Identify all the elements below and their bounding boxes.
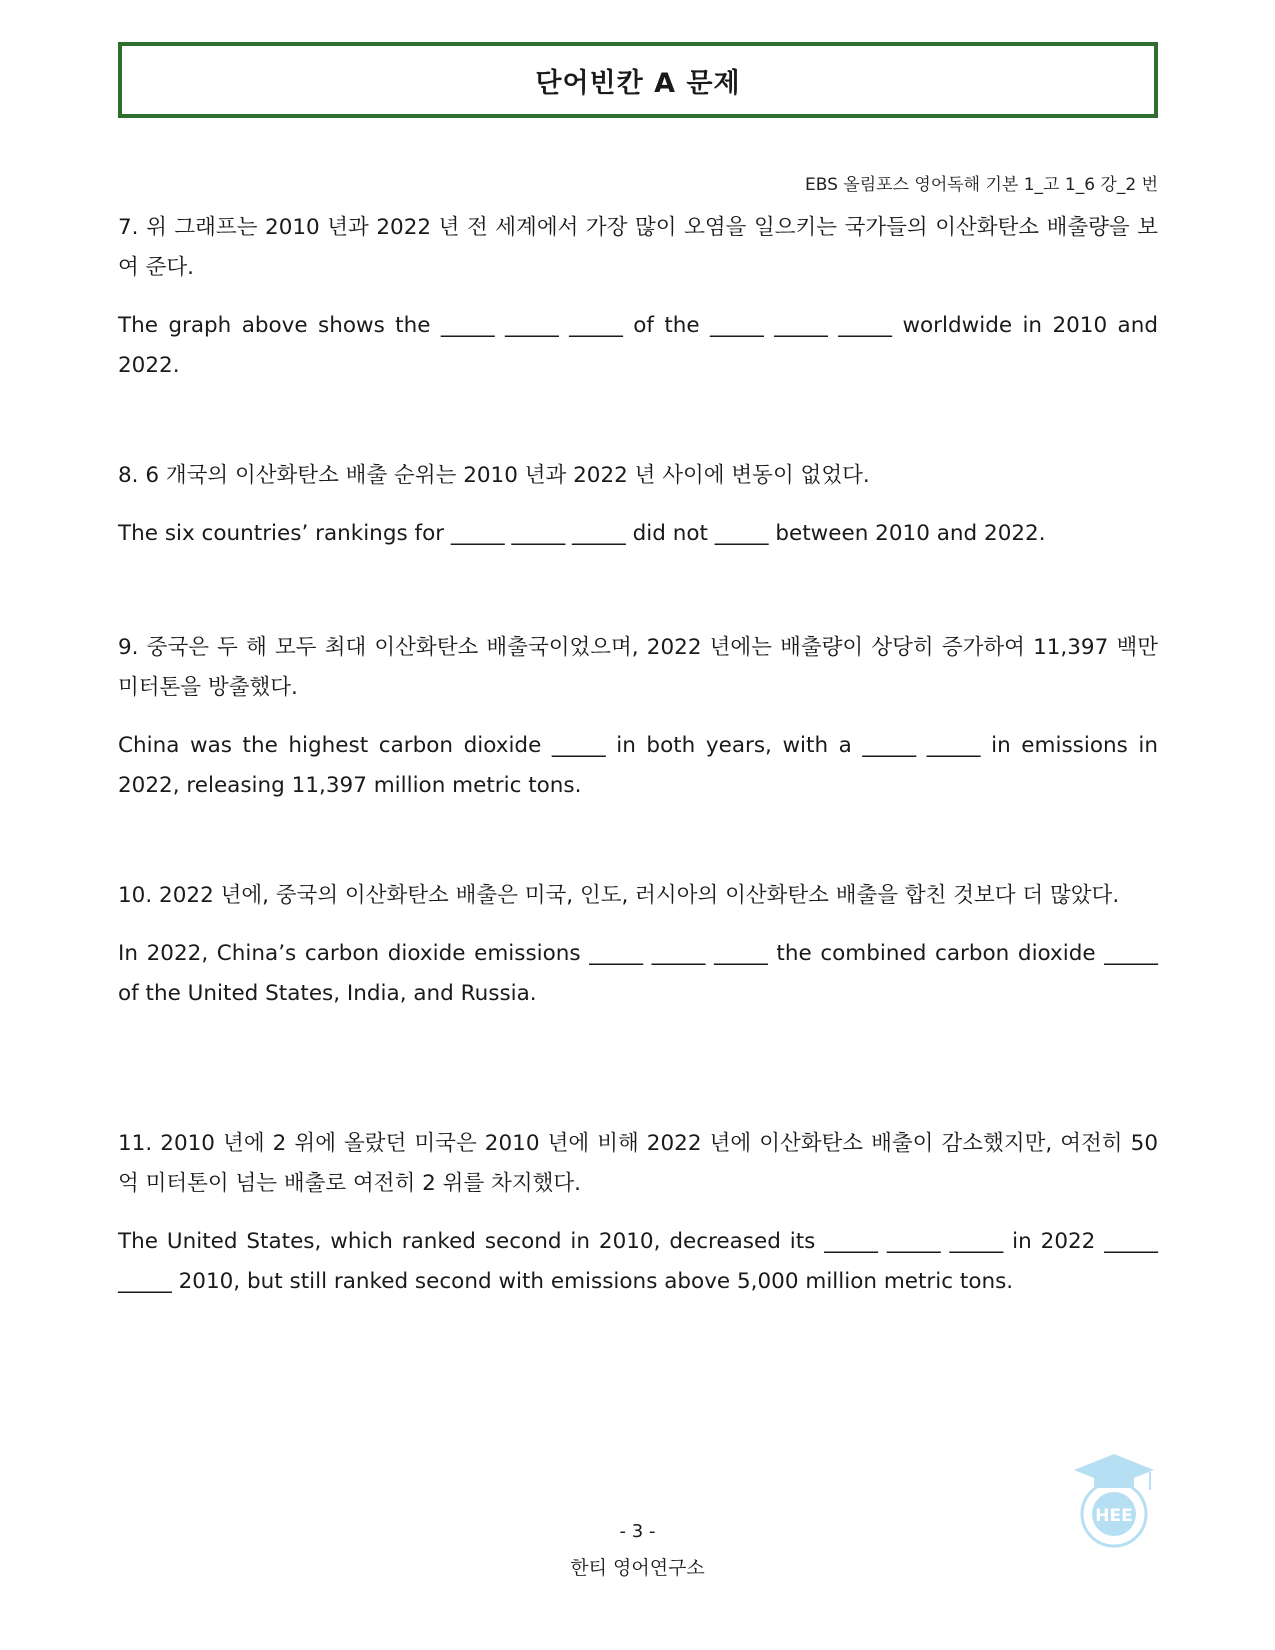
question-english: In 2022, China’s carbon dioxide emissions _____ _____ _____ the combined carbon dioxide _____ of the United States, India, and Russia. <box>118 941 1158 1006</box>
page-title: 단어빈칸 A 문제 <box>535 67 741 99</box>
source-label: EBS 올림포스 영어독해 기본 1_고 1_6 강_2 번 <box>805 175 1158 195</box>
question-9 <box>118 628 1158 806</box>
question-11 <box>118 1124 1158 1302</box>
question-korean: 11. 2010 년에 2 위에 올랐던 미국은 2010 년에 비해 2022 년에 이산화탄소 배출이 감소했지만, 여전히 50 억 미터톤이 넘는 배출로 여전히 2 위를 차지했다. <box>118 1131 1158 1196</box>
title-box <box>118 42 1158 118</box>
question-8 <box>118 456 1158 554</box>
logo-text: HEE <box>1095 1506 1133 1526</box>
question-korean: 9. 중국은 두 해 모두 최대 이산화탄소 배출국이었으며, 2022 년에는 배출량이 상당히 증가하여 11,397 백만 미터톤을 방출했다. <box>118 635 1158 700</box>
question-english: The United States, which ranked second in 2010, decreased its _____ _____ _____ in 2022 _____ _____ 2010, but still ranked second with emissions above 5,000 million metric tons. <box>118 1229 1158 1294</box>
question-korean: 7. 위 그래프는 2010 년과 2022 년 전 세계에서 가장 많이 오염을 일으키는 국가들의 이산화탄소 배출량을 보여 준다. <box>118 215 1158 280</box>
question-english: The six countries’ rankings for _____ _____ _____ did not _____ between 2010 and 2022. <box>118 521 1046 546</box>
question-7 <box>118 208 1158 386</box>
question-english: The graph above shows the _____ _____ _____ of the _____ _____ _____ worldwide in 2010 and 2022. <box>118 313 1158 378</box>
graduation-cap-icon <box>1074 1454 1154 1490</box>
question-korean: 8. 6 개국의 이산화탄소 배출 순위는 2010 년과 2022 년 사이에 변동이 없었다. <box>118 463 870 488</box>
page-number: - 3 - <box>619 1521 656 1542</box>
footer-organization: 한티 영어연구소 <box>570 1557 705 1579</box>
question-10 <box>118 876 1158 1014</box>
question-korean: 10. 2022 년에, 중국의 이산화탄소 배출은 미국, 인도, 러시아의 이산화탄소 배출을 합친 것보다 더 많았다. <box>118 883 1120 908</box>
question-english: China was the highest carbon dioxide _____ in both years, with a _____ _____ in emissions in 2022, releasing 11,397 million metric tons. <box>118 733 1158 798</box>
